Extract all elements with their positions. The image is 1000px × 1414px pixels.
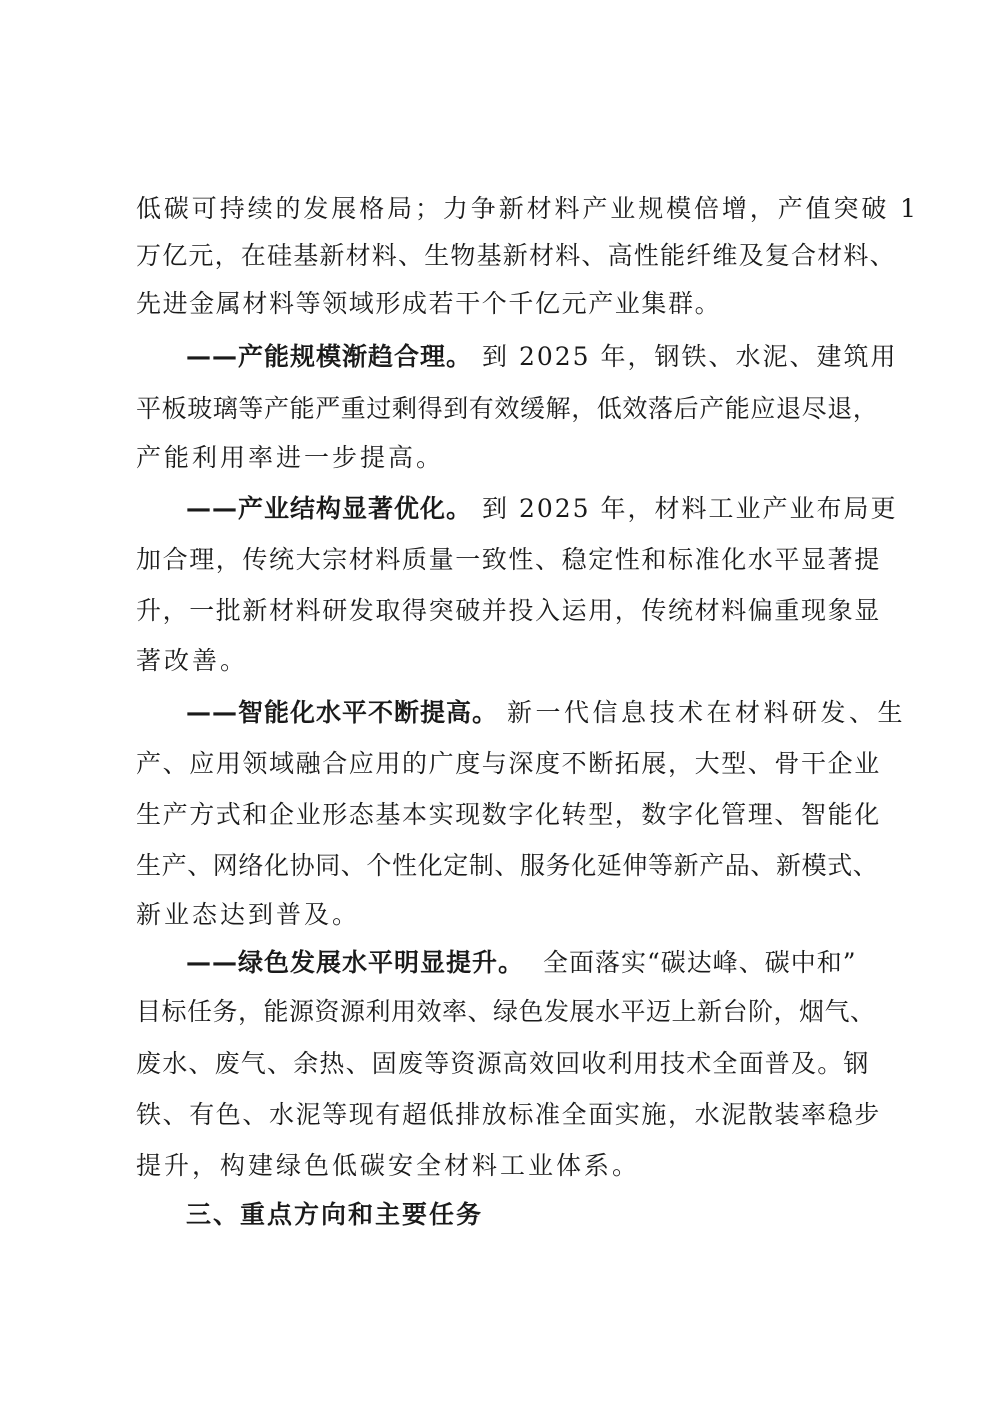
green-line-3-text: 废水、废气、余热、固废等资源高效回收利用技术全面普及。钢 [136, 1049, 870, 1078]
intelligence-line-2-text: 产、应用领域融合应用的广度与深度不断拓展，大型、骨干企业 [136, 749, 881, 778]
intro-line-1-text: 低碳可持续的发展格局；力争新材料产业规模倍增，产值突破 1 [136, 194, 919, 223]
section-heading: 三、重点方向和主要任务 [186, 1200, 484, 1229]
capacity-line-1-text: 到 2025 年，钢铁、水泥、建筑用 [482, 342, 898, 371]
structure-line-1-text: 到 2025 年，材料工业产业布局更 [482, 494, 898, 523]
intro-line-3-text: 先进金属材料等领域形成若干个千亿元产业集群。 [136, 289, 722, 318]
capacity-line-2-text: 平板玻璃等产能严重过剩得到有效缓解，低效落后产能应退尽退， [136, 394, 879, 423]
intro-line-2-text: 万亿元，在硅基新材料、生物基新材料、高性能纤维及复合材料、 [136, 241, 896, 270]
structure-lead: ——产业结构显著优化。 [186, 494, 473, 523]
intelligence-lead: ——智能化水平不断提高。 [186, 698, 499, 727]
green-line-5-text: 提升，构建绿色低碳安全材料工业体系。 [136, 1151, 641, 1180]
structure-line-3-text: 升，一批新材料研发取得突破并投入运用，传统材料偏重现象显 [136, 596, 881, 625]
intelligence-line-5-text: 新业态达到普及。 [136, 900, 361, 929]
intelligence-line-4-text: 生产、网络化协同、个性化定制、服务化延伸等新产品、新模式、 [136, 851, 879, 880]
green-line-1-text: 全面落实“碳达峰、碳中和” [543, 948, 857, 977]
green-line-2-text: 目标任务，能源资源利用效率、绿色发展水平迈上新台阶，烟气、 [136, 997, 876, 1026]
intelligence-line-3-text: 生产方式和企业形态基本实现数字化转型，数字化管理、智能化 [136, 800, 881, 829]
structure-line-4-text: 著改善。 [136, 646, 249, 675]
capacity-line-3-text: 产能利用率进一步提高。 [136, 443, 445, 472]
green-line-4-text: 铁、有色、水泥等现有超低排放标准全面实施，水泥散装率稳步 [136, 1100, 881, 1129]
structure-line-2-text: 加合理，传统大宗材料质量一致性、稳定性和标准化水平显著提 [136, 545, 881, 574]
capacity-lead: ——产能规模渐趋合理。 [186, 342, 473, 371]
intelligence-line-1-text: 新一代信息技术在材料研发、生 [507, 698, 907, 727]
green-lead: ——绿色发展水平明显提升。 [186, 948, 525, 977]
